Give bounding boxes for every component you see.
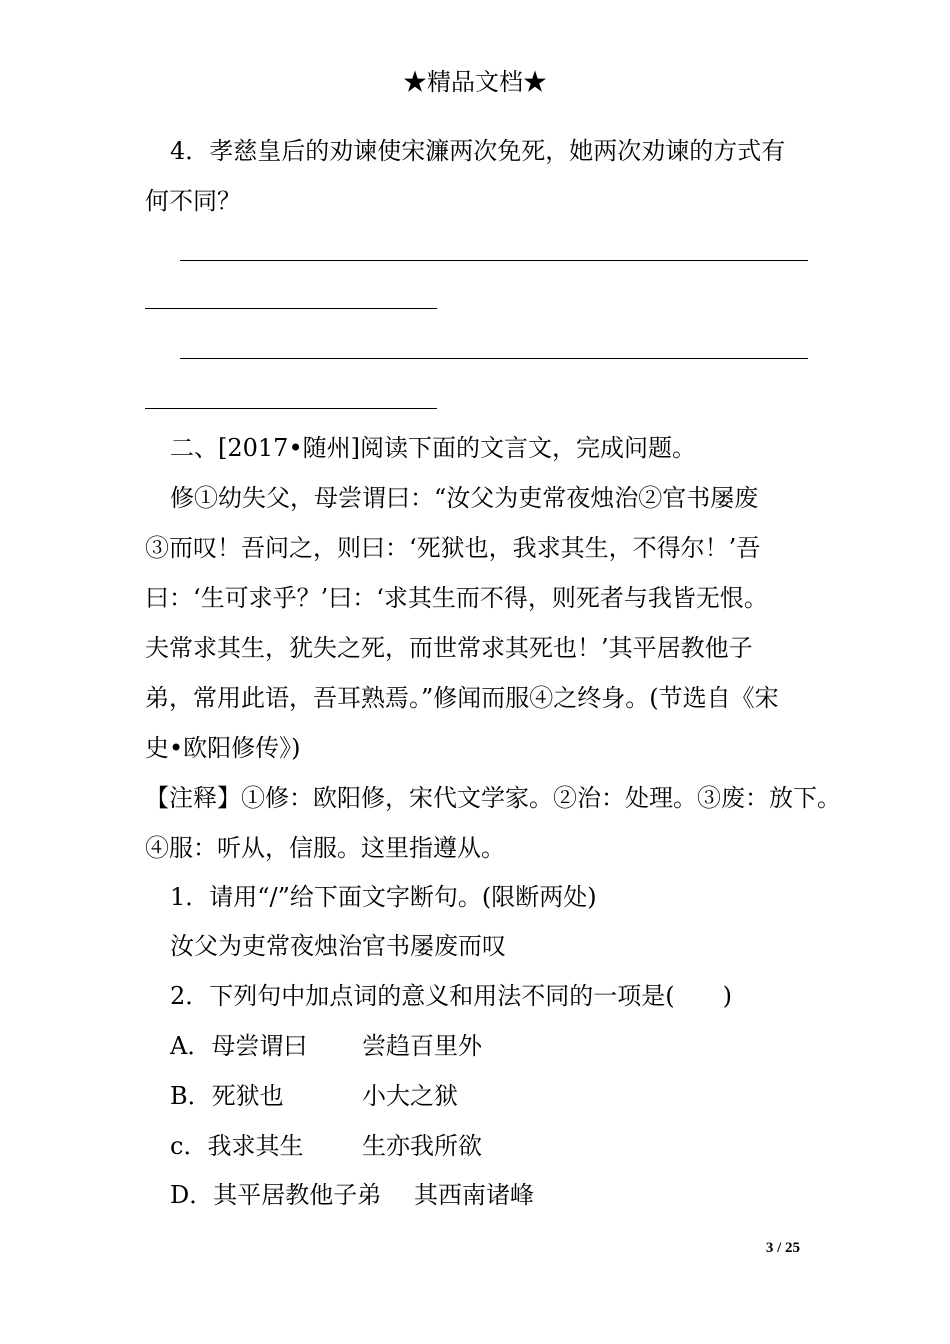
question-1-prompt: 1．请用“/”给下面文字断句。(限断两处) [170, 883, 597, 911]
option-a-pair: 尝趋百里外 [362, 1032, 482, 1060]
page-number: 3 / 25 [765, 1240, 800, 1256]
option-c-label: c．我求其生 [170, 1132, 304, 1160]
option-d-label: D．其平居教他子弟 [170, 1181, 382, 1209]
question-4-line-1: 4．孝慈皇后的劝谏使宋濂两次免死，她两次劝谏的方式有 [170, 137, 786, 165]
answer-line-2 [145, 308, 437, 309]
passage-line: ③而叹！吾问之，则曰：‘死狱也，我求其生，不得尔！’吾 [145, 534, 761, 562]
question-2-prompt: 2．下列句中加点词的意义和用法不同的一项是( ) [170, 982, 732, 1010]
option-b-label: B．死狱也 [170, 1082, 284, 1110]
passage-line: 史•欧阳修传》) [145, 734, 301, 762]
passage-line: 修①幼失父，母尝谓曰：“汝父为吏常夜烛治②官书屡废 [170, 484, 759, 512]
passage-line: 弟，常用此语，吾耳熟焉。”修闻而服④之终身。(节选自《宋 [145, 684, 779, 712]
passage-line: 曰：‘生可求乎？’曰：‘求其生而不得，则死者与我皆无恨。 [145, 584, 768, 612]
section-2-title: 二、[2017•随州]阅读下面的文言文，完成问题。 [170, 434, 696, 462]
answer-line-1 [180, 260, 808, 261]
annotation-line: ④服：听从，信服。这里指遵从。 [145, 834, 505, 862]
answer-line-4 [145, 408, 437, 409]
answer-line-3 [180, 358, 808, 359]
option-c-pair: 生亦我所欲 [362, 1132, 482, 1160]
option-b-pair: 小大之狱 [362, 1082, 458, 1110]
question-1-text: 汝父为吏常夜烛治官书屡废而叹 [170, 932, 506, 960]
option-a-label: A．母尝谓曰 [170, 1032, 308, 1060]
option-d-pair: 其西南诸峰 [414, 1181, 534, 1209]
annotation-line: 【注释】①修：欧阳修，宋代文学家。②治：处理。③废：放下。 [145, 784, 841, 812]
passage-line: 夫常求其生，犹失之死，而世常求其死也！’其平居教他子 [145, 634, 753, 662]
question-4-line-2: 何不同？ [145, 187, 241, 215]
page-header: ★精品文档★ [403, 68, 547, 96]
